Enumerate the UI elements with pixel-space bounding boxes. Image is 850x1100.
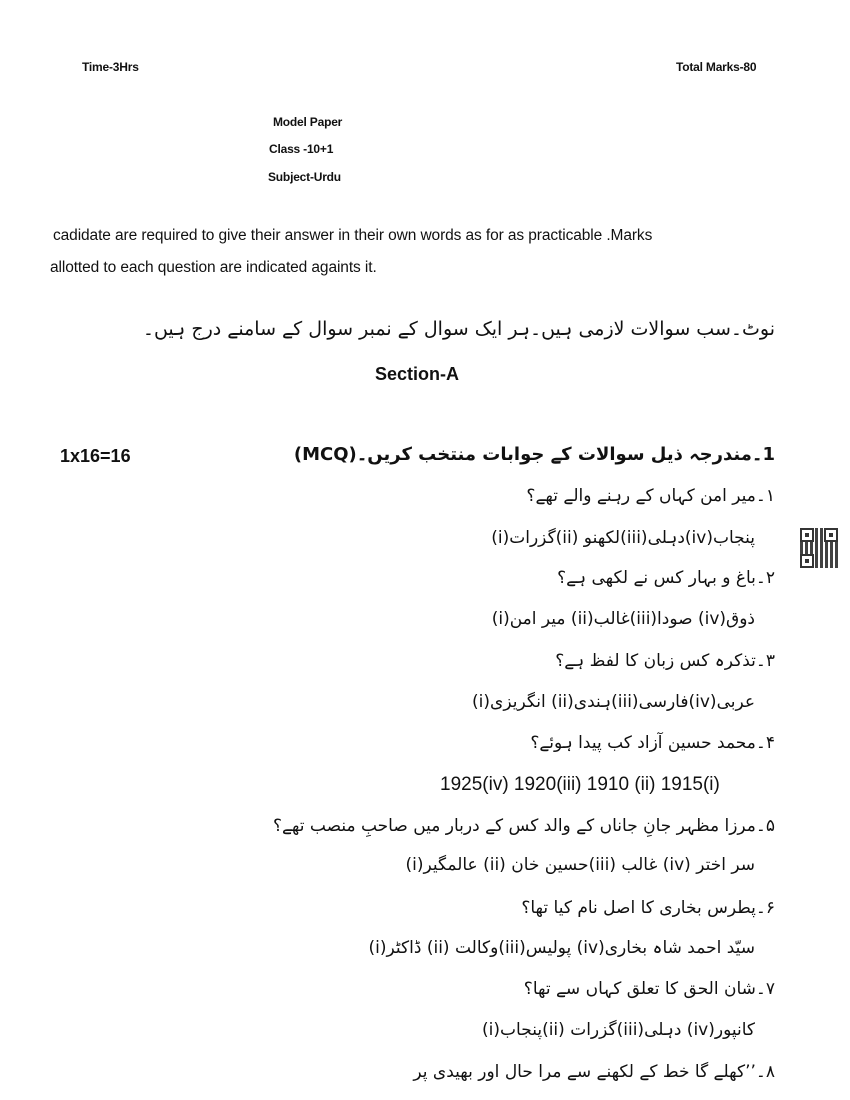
question-1-heading: 1۔مندرجہ ذیل سوالات کے جوابات منتخب کریں۔(MCQ) [293, 444, 775, 465]
mcq-options-5: (i)عالمگیر (ii) حسین خان(iii) غالب (iv) سر اختر [405, 855, 755, 875]
question-1-marks: 1x16=16 [60, 446, 131, 466]
mcq-question-1: ۱۔میر امن کہاں کے رہنے والے تھے؟ [526, 486, 775, 506]
total-marks-label: Total Marks-80 [676, 60, 757, 74]
mcq-question-3: ۳۔تذکرہ کس زبان کا لفظ ہے؟ [555, 651, 775, 671]
section-title: Section-A [375, 364, 460, 384]
mcq-question-7: ۷۔شان الحق کا تعلق کہاں سے تھا؟ [523, 979, 775, 999]
mcq-question-8: ۸۔’’کھلے گا خط کے لکھنے سے مرا حال اور بھیدی پر [413, 1062, 775, 1082]
paper-title: Model Paper [273, 115, 343, 129]
mcq-options-7: (i)پنجاب(ii) گزرات(iii)دہلی (iv)کانپور [482, 1020, 755, 1040]
mcq-options-3: (i)انگریزی (ii)ہندی(iii)فارسی(iv)عربی [472, 692, 755, 712]
qr-code-icon [800, 528, 838, 568]
mcq-options-4: 1925(iv) 1920(iii) 1910 (ii) 1915(i) [440, 774, 720, 795]
mcq-question-2: ۲۔باغ و بہار کس نے لکھی ہے؟ [557, 568, 775, 588]
mcq-options-2: (i)میر امن (ii)غالب(iii)صودا (iv)ذوق [491, 609, 755, 629]
mcq-options-6: (i)ڈاکٹر (ii) وکالت(iii)پولیس (iv)سیّد احمد شاہ بخاری [368, 938, 755, 958]
subject-label: Subject-Urdu [268, 170, 341, 184]
mcq-question-6: ۶۔پطرس بخاری کا اصل نام کیا تھا؟ [521, 898, 775, 918]
time-label: Time-3Hrs [82, 60, 139, 74]
instructions-line-1: cadidate are required to give their answer in their own words as for as practicable .Marks [53, 227, 653, 244]
urdu-note: نوٹ۔سب سوالات لازمی ہیں۔ہر ایک سوال کے نمبر سوال کے سامنے درج ہیں۔ [142, 318, 775, 340]
mcq-question-5: ۵۔مرزا مظہر جانِ جاناں کے والد کس کے دربار میں صاحبِ منصب تھے؟ [272, 816, 775, 836]
mcq-question-4: ۴۔محمد حسین آزاد کب پیدا ہوئے؟ [530, 733, 775, 753]
instructions-line-2: allotted to each question are indicated againts it. [50, 259, 377, 276]
mcq-options-1: (i)گزرات(ii) لکھنو(iii)دہلی(iv)پنجاب [491, 528, 755, 548]
class-label: Class -10+1 [269, 142, 334, 156]
